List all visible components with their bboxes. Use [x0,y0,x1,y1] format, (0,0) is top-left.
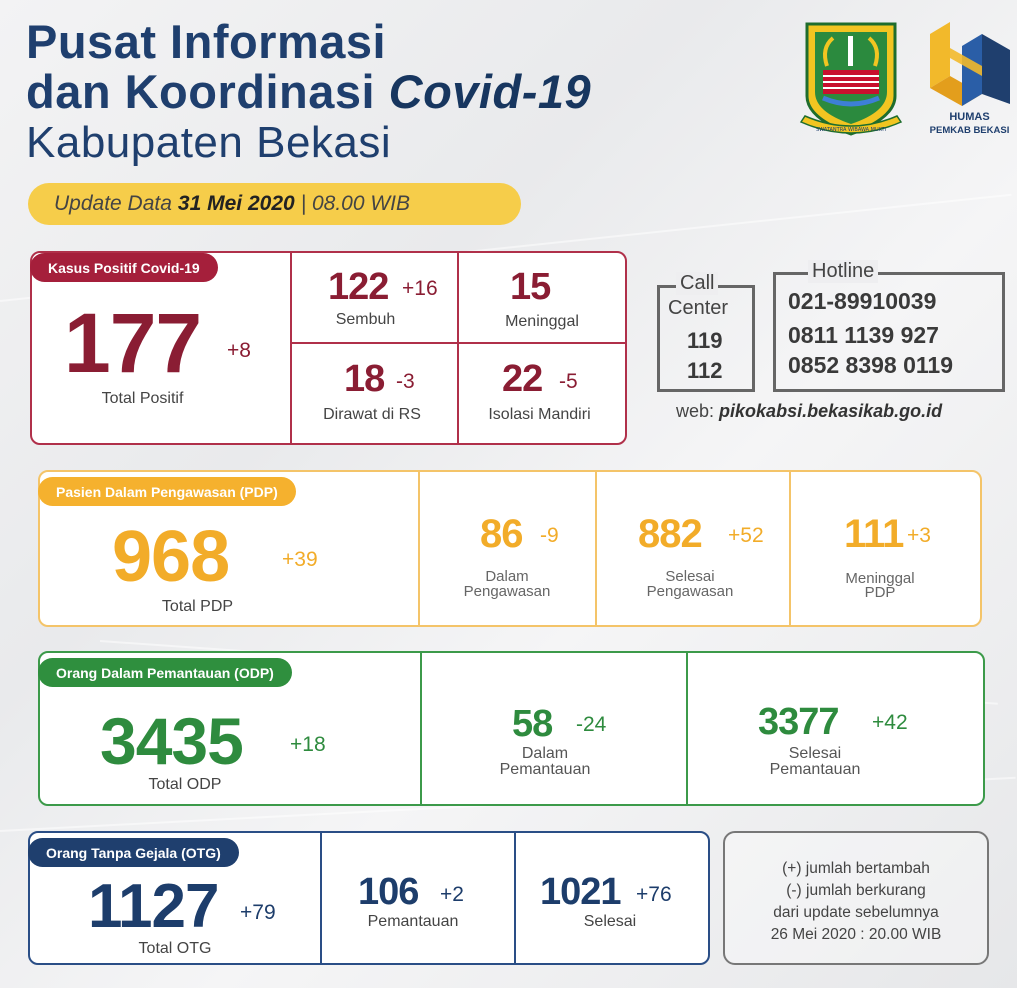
dirawat-value: 18 [344,358,385,400]
note-line-4: 26 Mei 2020 : 20.00 WIB [770,926,942,943]
total-otg-label: Total OTG [138,940,212,957]
hotline-number-3: 0852 8398 0119 [788,352,954,378]
selesai-pemantauan-delta: +42 [872,711,908,734]
dalam-pengawasan-value: 86 [480,512,523,556]
total-odp-delta: +18 [290,733,326,756]
hotline-number-1: 021-89910039 [788,288,937,314]
pemantauan-otg-label: Pemantauan [367,913,459,930]
call-center-label-2: Center [668,297,729,319]
isolasi-value: 22 [502,358,543,400]
note-line-1: (+) jumlah bertambah [782,860,930,877]
total-otg-delta: +79 [240,901,276,924]
update-time: | 08.00 WIB [300,192,411,215]
web-url: pikokabsi.bekasikab.go.id [719,401,943,421]
divider [514,833,516,963]
pemantauan-otg-value: 106 [358,871,419,913]
update-date-pill [28,183,521,225]
meninggal-value: 15 [510,266,551,308]
humas-logo [922,18,1017,143]
dalam-pengawasan-delta: -9 [540,524,559,547]
positif-pill: Kasus Positif Covid-19 [30,253,218,282]
total-pdp-delta: +39 [282,548,318,571]
selesai-pengawasan-label-2: Pengawasan [646,583,734,600]
meninggal-pdp-label-2: PDP [864,584,896,601]
divider [418,472,420,625]
selesai-pemantauan-label-1: Selesai [788,745,842,762]
dalam-pemantauan-label-1: Dalam [521,745,569,762]
selesai-pengawasan-delta: +52 [728,524,764,547]
selesai-otg-label: Selesai [583,913,637,930]
divider [595,472,597,625]
divider [686,653,688,804]
title-line-2-b: Covid-19 [388,65,592,118]
isolasi-label: Isolasi Mandiri [488,406,591,423]
odp-pill: Orang Dalam Pemantauan (ODP) [38,658,292,687]
pemantauan-otg-delta: +2 [440,883,464,906]
divider [290,253,292,443]
sembuh-value: 122 [328,266,389,308]
humas-text: HUMAS [949,111,990,123]
dalam-pengawasan-label-1: Dalam [485,568,529,585]
hotline-label: Hotline [808,260,878,283]
legend-note-box [723,831,989,965]
meninggal-pdp-value: 111 [844,512,904,556]
seal-motto: SWATANTRA WIBAWA MUKTI [815,127,887,133]
meninggal-label: Meninggal [505,313,579,330]
note-line-2: (-) jumlah berkurang [786,882,926,899]
call-number-2: 112 [687,358,723,383]
update-date: 31 Mei 2020 [177,192,295,215]
sembuh-delta: +16 [402,277,438,300]
web-prefix: web: [676,401,715,421]
total-pdp-label: Total PDP [161,598,234,615]
divider [789,472,791,625]
selesai-pemantauan-value: 3377 [758,701,839,743]
otg-pill: Orang Tanpa Gejala (OTG) [28,838,239,867]
total-otg-value: 1127 [88,872,219,941]
selesai-pengawasan-value: 882 [638,512,702,556]
selesai-otg-delta: +76 [636,883,672,906]
divider [420,653,422,804]
isolasi-delta: -5 [559,370,578,393]
selesai-otg-value: 1021 [540,871,621,913]
total-odp-label: Total ODP [148,776,222,793]
call-number-1: 119 [687,328,723,353]
pdp-pill: Pasien Dalam Pengawasan (PDP) [38,477,296,506]
selesai-pengawasan-label-1: Selesai [665,568,715,585]
humas-subtext: PEMKAB BEKASI [929,125,1010,136]
selesai-pemantauan-label-2: Pemantauan [769,761,861,778]
website [676,401,942,422]
kabupaten-bekasi-seal-icon [797,18,905,140]
title-line-1: Pusat Informasi [26,15,387,68]
dalam-pemantauan-delta: -24 [576,713,607,736]
hotline-number-2: 0811 1139 927 [788,322,939,348]
divider [457,253,459,443]
dalam-pemantauan-label-2: Pemantauan [499,761,591,778]
note-line-3: dari update sebelumnya [773,904,939,921]
update-prefix: Update Data [54,192,172,215]
meninggal-pdp-label-1: Meninggal [845,570,915,587]
total-positif-delta: +8 [227,339,251,362]
sembuh-label: Sembuh [335,311,396,328]
dirawat-label: Dirawat di RS [323,406,421,423]
total-odp-value: 3435 [100,704,243,778]
total-pdp-value: 968 [112,517,230,597]
divider [290,342,625,344]
title-line-2-a: dan Koordinasi [26,65,389,118]
call-center-label-1: Call [676,272,718,295]
dalam-pengawasan-label-2: Pengawasan [463,583,551,600]
title-line-3: Kabupaten Bekasi [26,118,392,167]
title-line-2 [26,64,591,119]
humas-logo-icon [922,18,1017,110]
dirawat-delta: -3 [396,370,415,393]
meninggal-pdp-delta: +3 [907,524,931,547]
dalam-pemantauan-value: 58 [512,703,553,745]
total-positif-label: Total Positif [101,390,184,407]
divider [320,833,322,963]
total-positif-value: 177 [64,296,202,390]
